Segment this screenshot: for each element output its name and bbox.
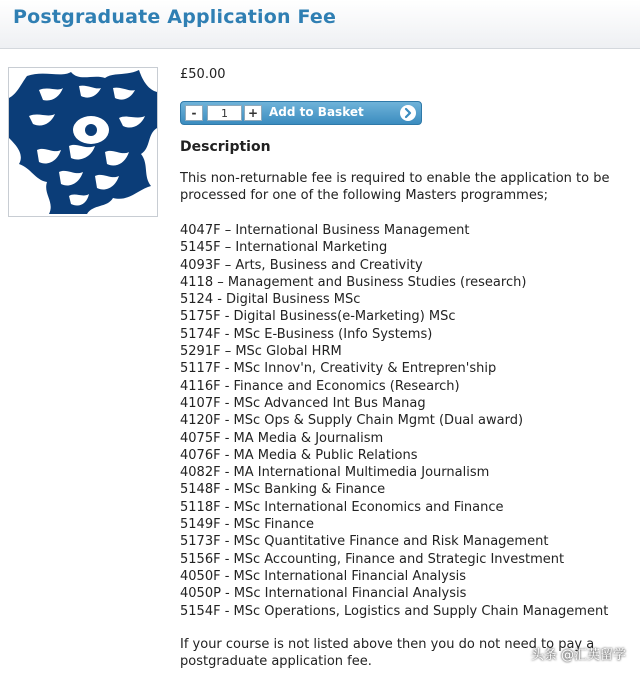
list-item: 4050F - MSc International Financial Analysis [180, 568, 466, 584]
list-item: 4075F - MA Media & Journalism [180, 430, 384, 446]
list-item: 4107F - MSc Advanced Int Bus Manag [180, 395, 426, 411]
list-item: 5117F - MSc Innov'n, Creativity & Entrepren'ship [180, 361, 497, 377]
quantity-input[interactable] [207, 105, 242, 121]
page-header [0, 0, 640, 49]
description-heading: Description [180, 139, 271, 155]
list-item: 5148F - MSc Banking & Finance [180, 482, 386, 498]
footer-note: If your course is not listed above then you do not need to pay a postgraduate application fee. [180, 637, 595, 670]
list-item: 5124 - Digital Business MSc [180, 292, 361, 308]
product-price: £50.00 [180, 67, 226, 82]
list-item: 4047F – International Business Management [180, 223, 470, 238]
watermark: 头条 @汇英留学 [530, 648, 626, 663]
increment-button[interactable]: + [244, 105, 262, 121]
list-item: 5154F - MSc Operations, Logistics and Supply Chain Management [180, 603, 609, 619]
programme-list [180, 222, 608, 620]
decrement-button[interactable]: - [185, 105, 203, 121]
list-item: 5145F – International Marketing [180, 240, 388, 256]
list-item: 5149F - MSc Finance [180, 517, 314, 533]
list-item: 5156F - MSc Accounting, Finance and Strategic Investment [180, 551, 565, 567]
list-item: 5291F – MSc Global HRM [180, 344, 342, 360]
add-to-basket-bar [180, 101, 422, 125]
list-item: 4118 – Management and Business Studies (research) [180, 274, 527, 290]
description-intro: This non-returnable fee is required to enable the application to be processed for one of the following Masters programmes; [180, 171, 610, 204]
list-item: 4120F - MSc Ops & Supply Chain Mgmt (Dual award) [180, 413, 524, 429]
page-title: Postgraduate Application Fee [13, 6, 337, 28]
add-to-basket-button[interactable]: Add to Basket [269, 105, 364, 119]
list-item: 4116F - Finance and Economics (Research) [180, 378, 460, 394]
list-item: 4076F - MA Media & Public Relations [180, 447, 418, 463]
list-item: 4082F - MA International Multimedia Journalism [180, 465, 490, 481]
list-item: 4093F – Arts, Business and Creativity [180, 257, 423, 273]
list-item: 5175F - Digital Business(e-Marketing) MSc [180, 309, 456, 325]
list-item: 5173F - MSc Quantitative Finance and Risk Management [180, 534, 549, 550]
list-item: 5174F - MSc E-Business (Info Systems) [180, 326, 433, 342]
lion-crest-icon [9, 68, 157, 216]
product-image [8, 67, 158, 217]
list-item: 5118F - MSc International Economics and Finance [180, 499, 504, 515]
list-item: 4050P - MSc International Financial Analysis [180, 586, 467, 602]
arrow-right-circle-icon[interactable] [400, 105, 416, 121]
